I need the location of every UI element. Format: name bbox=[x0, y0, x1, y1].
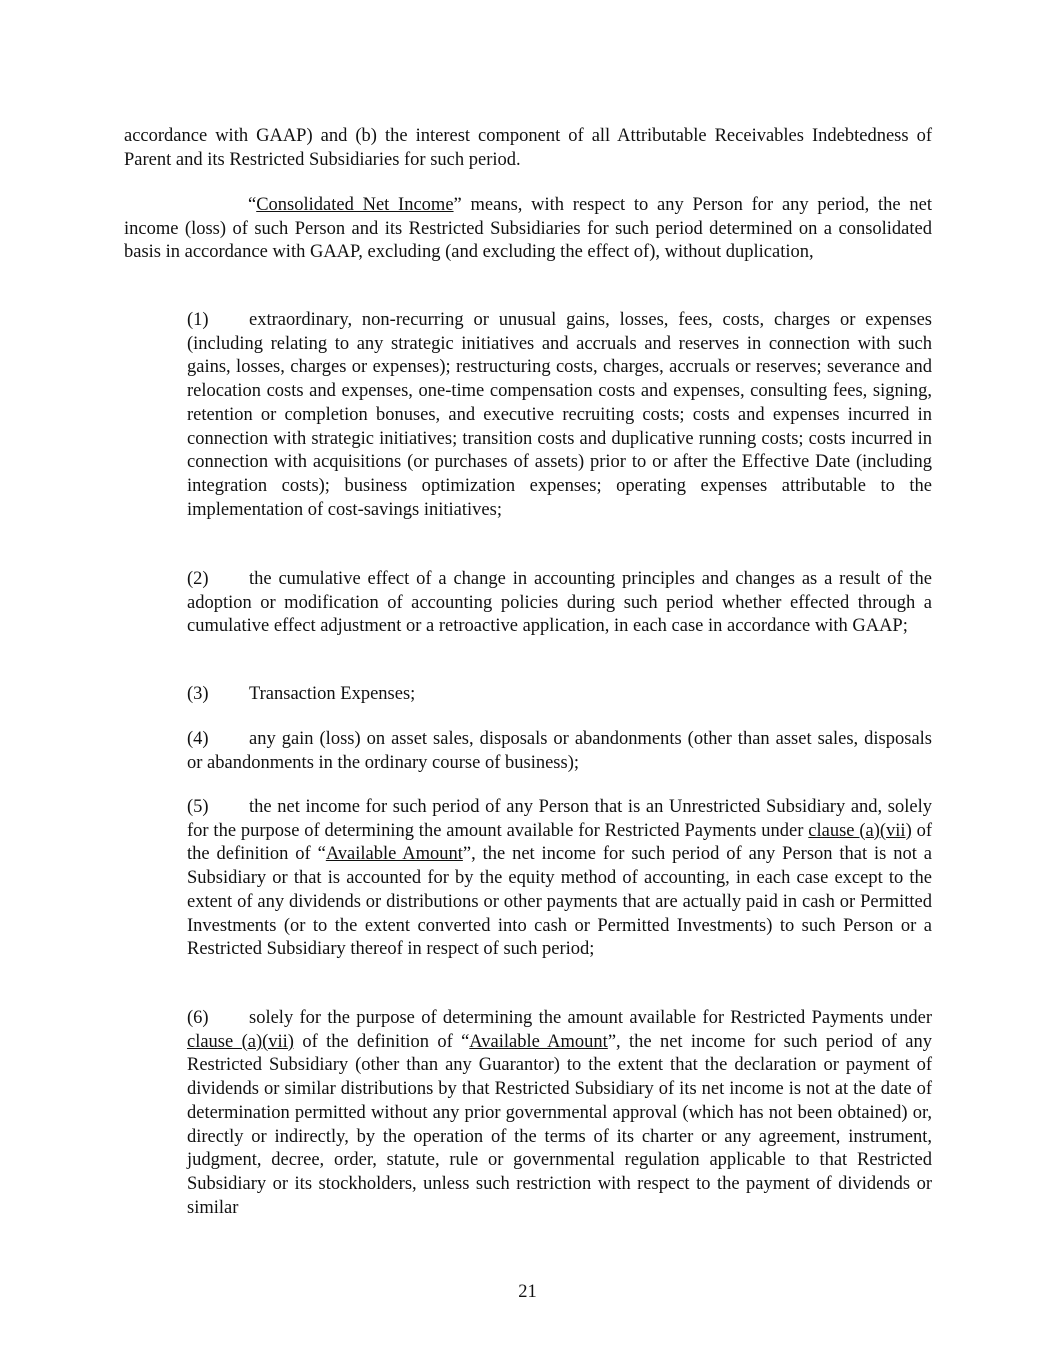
defined-term-reference: Available Amount bbox=[325, 844, 463, 865]
item-text: ”, the net income for such period of any Person that is not a Subsidiary or that is accounted for by the equity method of accounting, in each case except to the extent of any dividends or distributions or other payments that are actually paid in cash or Permitted Investments (or to the extent converted into cash or Permitted Investments) to such Person or a Restricted Subsidiary thereof in respect of such period; bbox=[187, 844, 932, 960]
list-item-5 bbox=[187, 796, 932, 962]
item-text: Transaction Expenses; bbox=[249, 684, 416, 704]
defined-term-reference: Available Amount bbox=[469, 1031, 608, 1052]
item-number: (4) bbox=[187, 729, 209, 749]
page-number: 21 bbox=[518, 1282, 537, 1302]
definition-text: means, with respect to any Person for any period, the net income (loss) of such Person and its Restricted Subsidiaries for such period determined on a consolidated basis in accordance with GAAP, excluding (and excluding the effect of), without duplication, bbox=[124, 195, 932, 263]
item-text: of the definition of “ bbox=[187, 820, 932, 865]
list-item-4 bbox=[187, 728, 932, 775]
list-item-1 bbox=[187, 309, 932, 522]
list-item-2 bbox=[187, 568, 932, 639]
item-text: the net income for such period of any Person that is an Unrestricted Subsidiary and, solely for the purpose of determining the amount available for Restricted Payments under bbox=[187, 797, 932, 841]
list-item-6 bbox=[187, 1007, 932, 1220]
open-quote: “ bbox=[248, 195, 257, 215]
item-text: extraordinary, non-recurring or unusual gains, losses, fees, costs, charges or expenses (including relating to any strategic initiatives and accruals and reserves in connection with such gains, losses, charges or expenses); restructuring costs, charges, accruals or reserves; severance and relocation costs and expenses, one-time compensation costs and expenses, consulting fees, signing, retention or completion bonuses, and executive recruiting costs; costs and expenses incurred in connection with strategic initiatives; transition costs and duplicative running costs; costs incurred in connection with acquisitions (or purchases of assets) prior to or after the Effective Date (including integration costs); business optimization expenses; operating expenses attributable to the implementation of cost-savings initiatives; bbox=[187, 310, 932, 520]
item-number: (3) bbox=[187, 684, 209, 704]
item-text: the cumulative effect of a change in accounting principles and changes as a result of the adoption or modification of accounting policies during such period whether effected through a cumulative effect adjustment or a retroactive application, in each case in accordance with GAAP; bbox=[187, 569, 932, 637]
item-text: ”, the net income for such period of any Restricted Subsidiary (other than any Guarantor) to the extent that the declaration or payment of dividends or similar distributions by that Restricted Subsidiary of its net income is not at the date of determination permitted without any prior governmental approval (which has not been obtained) or, directly or indirectly, by the operation of the terms of its charter or any agreement, instrument, judgment, decree, order, statute, rule or governmental regulation applicable to that Restricted Subsidiary or its stockholders, unless such restriction with respect to the payment of dividends or similar bbox=[187, 1031, 932, 1218]
item-text: any gain (loss) on asset sales, disposals or abandonments (other than asset sales, disposals or abandonments in the ordinary course of business); bbox=[187, 729, 932, 773]
definition-paragraph bbox=[124, 194, 932, 265]
defined-term: Consolidated Net Income bbox=[256, 195, 454, 215]
list-item-3 bbox=[187, 683, 932, 707]
item-number: (2) bbox=[187, 569, 209, 589]
clause-reference: clause (a)(vii) bbox=[808, 820, 912, 841]
item-number: (6) bbox=[187, 1008, 209, 1028]
item-number: (5) bbox=[187, 797, 209, 817]
item-text: solely for the purpose of determining the amount available for Restricted Payments under bbox=[249, 1008, 932, 1028]
item-text: of the definition of “ bbox=[293, 1031, 470, 1052]
clause-reference: clause (a)(vii) bbox=[187, 1031, 294, 1052]
close-quote: ” bbox=[453, 195, 462, 215]
intro-paragraph: accordance with GAAP) and (b) the interest component of all Attributable Receivables Indebtedness of Parent and its Restricted Subsidiaries for such period. bbox=[124, 126, 932, 170]
item-number: (1) bbox=[187, 310, 209, 330]
